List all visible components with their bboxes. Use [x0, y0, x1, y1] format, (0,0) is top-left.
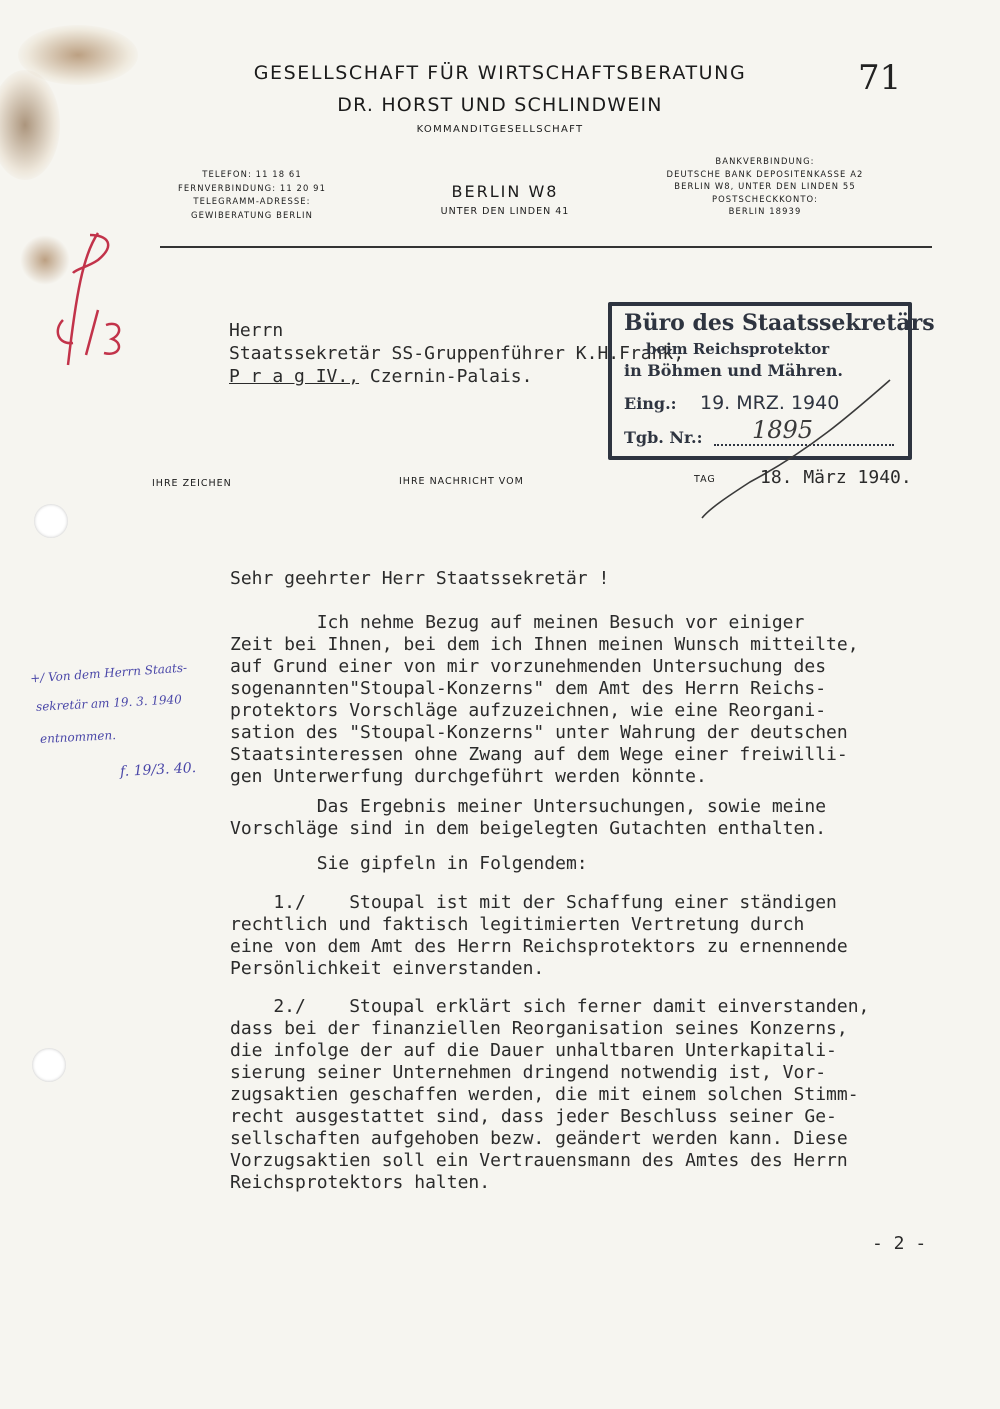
firm-type: KOMMANDITGESELLSCHAFT	[416, 124, 584, 135]
punch-hole-top	[34, 504, 68, 538]
continuation-page-marker: - 2 -	[872, 1233, 927, 1254]
stamp-check-stroke	[690, 370, 910, 520]
postal-check-number: BERLIN 18939	[728, 206, 802, 216]
stamp-journal-number: 1895	[752, 416, 814, 444]
recipient-location	[229, 366, 532, 388]
red-handwritten-mark	[28, 225, 138, 375]
body-line: die infolge der auf die Dauer unhaltbaren Unterkapitali-	[230, 1040, 837, 1061]
body-line: 1./ Stoupal ist mit der Schaffung einer ständigen	[230, 892, 837, 913]
stamp-region: in Böhmen und Mähren.	[624, 361, 843, 380]
body-line: sellschaften aufgehoben bezw. geändert werden kann. Diese	[230, 1128, 848, 1149]
letterhead-divider	[160, 246, 932, 248]
body-line: eine von dem Amt des Herrn Reichsprotektors zu ernennende	[230, 936, 848, 957]
contact-phone: TELEFON: 11 18 61	[202, 169, 302, 179]
punch-hole-bottom	[32, 1048, 66, 1082]
body-line: Zeit bei Ihnen, bei dem ich Ihnen meinen Wunsch mitteilte,	[230, 634, 859, 655]
bank-block	[665, 155, 865, 218]
body-line: Sie gipfeln in Folgendem:	[230, 853, 588, 874]
contact-long-distance: FERNVERBINDUNG: 11 20 91	[177, 182, 327, 193]
letter-date: 18. März 1940.	[760, 467, 912, 488]
recipient-city: P r a g IV.,	[229, 366, 360, 387]
city: BERLIN W8	[451, 182, 559, 201]
bank-label: BANKVERBINDUNG:	[715, 156, 815, 166]
body-line: Das Ergebnis meiner Untersuchungen, sowie meine	[230, 796, 827, 817]
stamp-office: Büro des Staatssekretärs	[624, 310, 935, 336]
body-line: Vorschläge sind in dem beigelegten Gutachten enthalten.	[230, 818, 827, 839]
stamp-received-date: 19. MRZ. 1940	[700, 392, 840, 414]
contact-telegram: GEWIBERATUNG BERLIN	[191, 209, 313, 220]
field-your-reference: IHRE ZEICHEN	[152, 478, 232, 489]
body-line: auf Grund einer von mir vorzunehmenden Untersuchung des	[230, 656, 827, 677]
body-line: sation des "Stoupal-Konzerns" unter Wahrung der deutschen	[230, 722, 848, 743]
contact-block	[162, 168, 342, 222]
body-line: sogenannten"Stoupal-Konzerns" dem Amt des Herrn Reichs-	[230, 678, 827, 699]
margin-note-initials: f. 19/3. 40.	[119, 760, 197, 780]
stamp-authority: beim Reichsprotektor	[646, 340, 830, 358]
body-line: Reichsprotektors halten.	[230, 1172, 491, 1193]
bank-name: DEUTSCHE BANK DEPOSITENKASSE A2	[666, 168, 864, 179]
body-line: protektors Vorschläge aufzuzeichnen, wie eine Reorgani-	[230, 700, 827, 721]
contact-telegram-label: TELEGRAMM-ADRESSE:	[193, 196, 311, 206]
margin-note-line1: +/ Von dem Herrn Staats-	[29, 660, 188, 686]
bank-address: BERLIN W8, UNTER DEN LINDEN 55	[674, 181, 856, 191]
field-date-label: TAG	[694, 474, 716, 485]
archive-page-number: 71	[858, 58, 902, 98]
stamp-journal-label: Tgb. Nr.:	[624, 428, 703, 447]
margin-note-line3: entnommen.	[39, 728, 117, 746]
letter-salutation: Sehr geehrter Herr Staatssekretär !	[230, 568, 610, 589]
body-line: dass bei der finanziellen Reorganisation seines Konzerns,	[230, 1018, 848, 1039]
body-line: rechtlich und faktisch legitimierten Vertretung durch	[230, 914, 805, 935]
recipient-name: Staatssekretär SS-Gruppenführer K.H.Frank,	[229, 343, 685, 364]
street: UNTER DEN LINDEN 41	[440, 206, 570, 217]
body-line: Vorzugsaktien soll ein Vertrauensmann des Amtes des Herrn	[230, 1150, 848, 1171]
body-line: Ich nehme Bezug auf meinen Besuch vor einiger	[230, 612, 805, 633]
recipient-salutation-line: Herrn	[229, 320, 284, 341]
body-line: Staatsinteressen ohne Zwang auf dem Wege einer freiwilli-	[230, 744, 848, 765]
body-line: 2./ Stoupal erklärt sich ferner damit einverstanden,	[230, 996, 870, 1017]
firm-name-line2: DR. HORST UND SCHLINDWEIN	[337, 94, 663, 116]
body-line: zugsaktien geschaffen werden, die mit einem solchen Stimm-	[230, 1084, 859, 1105]
field-your-message: IHRE NACHRICHT VOM	[399, 476, 524, 487]
body-line: Persönlichkeit einverstanden.	[230, 958, 545, 979]
firm-name-line1: GESELLSCHAFT FÜR WIRTSCHAFTSBERATUNG	[253, 62, 747, 84]
postal-check-label: POSTSCHECKKONTO:	[711, 193, 819, 204]
stamp-received-label: Eing.:	[624, 394, 677, 413]
margin-note-line2: sekretär am 19. 3. 1940	[35, 692, 183, 714]
recipient-street: Czernin-Palais.	[359, 366, 533, 387]
body-line: recht ausgestattet sind, dass jeder Beschluss seiner Ge-	[230, 1106, 837, 1127]
body-line: gen Unterwerfung durchgeführt werden könnte.	[230, 766, 707, 787]
body-line: sierung seiner Unternehmen dringend notwendig ist, Vor-	[230, 1062, 827, 1083]
